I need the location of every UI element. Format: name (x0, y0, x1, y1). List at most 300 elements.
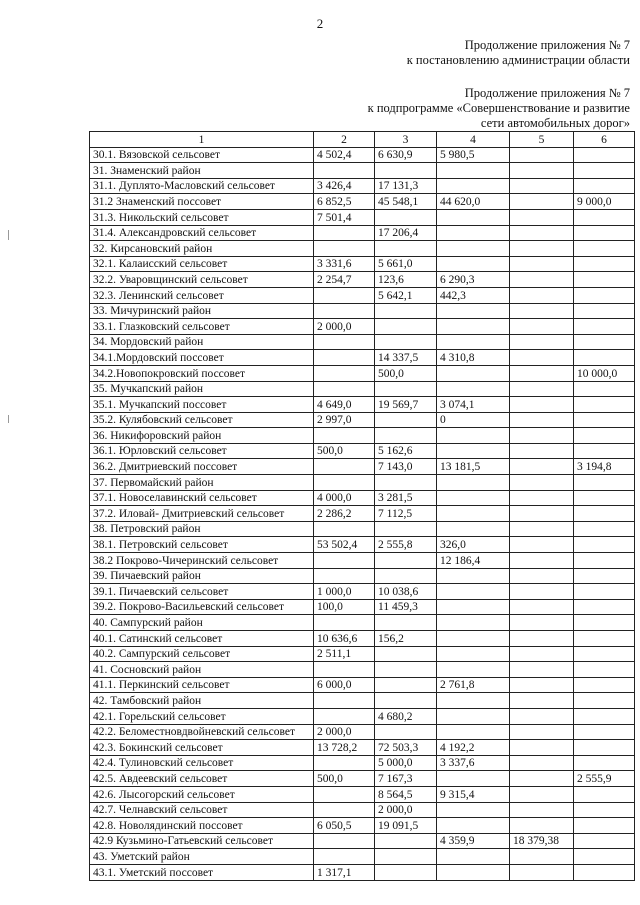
amount-cell (375, 849, 437, 865)
amount-cell: 17 131,3 (375, 178, 437, 194)
amount-cell (375, 833, 437, 849)
table-row (90, 786, 635, 802)
amount-cell: 2 555,8 (375, 537, 437, 553)
amount-cell (510, 397, 574, 413)
amount-cell (510, 350, 574, 366)
amount-cell (510, 178, 574, 194)
amount-cell (574, 631, 635, 647)
amount-cell (314, 475, 375, 491)
amount-cell (510, 272, 574, 288)
settlement-name-cell: 35.2. Кулябовский сельсовет (90, 412, 314, 428)
amount-cell: 3 331,6 (314, 256, 375, 272)
settlement-name-cell: 38.1. Петровский сельсовет (90, 537, 314, 553)
amount-cell (437, 662, 510, 678)
amount-cell: 4 192,2 (437, 740, 510, 756)
settlement-name-cell: 35. Мучкапский район (90, 381, 314, 397)
amount-cell (574, 506, 635, 522)
amount-cell (314, 334, 375, 350)
amount-cell: 0 (437, 412, 510, 428)
settlement-name-cell: 43.1. Уметский поссовет (90, 864, 314, 880)
amount-cell (510, 163, 574, 179)
amount-cell: 53 502,4 (314, 537, 375, 553)
amount-cell (510, 194, 574, 210)
amount-cell (574, 833, 635, 849)
table-row (90, 397, 635, 413)
amount-cell: 100,0 (314, 599, 375, 615)
amount-cell (574, 693, 635, 709)
amount-cell (574, 646, 635, 662)
settlement-name-cell: 42.1. Горельский сельсовет (90, 708, 314, 724)
column-header: 2 (314, 132, 375, 148)
amount-cell (574, 397, 635, 413)
amount-cell: 3 194,8 (574, 459, 635, 475)
table-row (90, 740, 635, 756)
amount-cell (375, 693, 437, 709)
amount-cell: 4 649,0 (314, 397, 375, 413)
amount-cell (510, 786, 574, 802)
settlement-name-cell: 39.2. Покрово-Васильевский сельсовет (90, 599, 314, 615)
amount-cell (574, 677, 635, 693)
table-row (90, 802, 635, 818)
settlement-name-cell: 42.9 Кузьмино-Гатьевский сельсовет (90, 833, 314, 849)
amount-cell (375, 662, 437, 678)
settlement-name-cell: 37.2. Иловай- Дмитриевский сельсовет (90, 506, 314, 522)
amount-cell (437, 381, 510, 397)
amount-cell (574, 740, 635, 756)
amount-cell (375, 428, 437, 444)
amount-cell (574, 319, 635, 335)
amount-cell (314, 428, 375, 444)
amount-cell (510, 724, 574, 740)
amount-cell (574, 864, 635, 880)
column-header: 1 (90, 132, 314, 148)
amount-cell (510, 599, 574, 615)
amount-cell (375, 334, 437, 350)
amount-cell (510, 662, 574, 678)
amount-cell (437, 490, 510, 506)
amount-cell: 4 359,9 (437, 833, 510, 849)
table-row (90, 209, 635, 225)
amount-cell (375, 412, 437, 428)
amount-cell (314, 568, 375, 584)
table-row (90, 553, 635, 569)
amount-cell: 13 181,5 (437, 459, 510, 475)
amount-cell (437, 241, 510, 257)
table-row (90, 755, 635, 771)
amount-cell (375, 241, 437, 257)
amount-cell (314, 521, 375, 537)
amount-cell (314, 350, 375, 366)
amount-cell (574, 568, 635, 584)
amount-cell (437, 708, 510, 724)
amount-cell (574, 802, 635, 818)
amount-cell (510, 740, 574, 756)
amount-cell: 9 315,4 (437, 786, 510, 802)
amount-cell (437, 631, 510, 647)
settlement-name-cell: 34. Мордовский район (90, 334, 314, 350)
table-row (90, 599, 635, 615)
table-row (90, 677, 635, 693)
table-row (90, 693, 635, 709)
settlement-name-cell: 42.7. Челнавский сельсовет (90, 802, 314, 818)
amount-cell: 45 548,1 (375, 194, 437, 210)
settlement-name-cell: 43. Уметский район (90, 849, 314, 865)
table-row (90, 428, 635, 444)
settlement-name-cell: 31.3. Никольский сельсовет (90, 209, 314, 225)
amount-cell: 123,6 (375, 272, 437, 288)
amount-cell (574, 334, 635, 350)
amount-cell (437, 615, 510, 631)
table-row (90, 662, 635, 678)
amount-cell (574, 147, 635, 163)
amount-cell (437, 256, 510, 272)
amount-cell: 13 728,2 (314, 740, 375, 756)
amount-cell: 2 000,0 (375, 802, 437, 818)
amount-cell: 3 426,4 (314, 178, 375, 194)
amount-cell (510, 818, 574, 834)
amount-cell (375, 724, 437, 740)
amount-cell (437, 864, 510, 880)
table-row (90, 287, 635, 303)
amount-cell (437, 646, 510, 662)
amount-cell: 1 317,1 (314, 864, 375, 880)
amount-cell: 2 555,9 (574, 771, 635, 787)
amount-cell (314, 849, 375, 865)
table-row (90, 350, 635, 366)
table-row (90, 163, 635, 179)
amount-cell: 6 050,5 (314, 818, 375, 834)
table-row (90, 256, 635, 272)
amount-cell (574, 225, 635, 241)
table-row (90, 833, 635, 849)
table-row (90, 537, 635, 553)
amount-cell: 10 000,0 (574, 365, 635, 381)
amount-cell: 72 503,3 (375, 740, 437, 756)
header-line: к подпрограмме «Совершенствование и развитие (367, 101, 630, 115)
amount-cell (437, 303, 510, 319)
amount-cell (437, 163, 510, 179)
amount-cell (510, 646, 574, 662)
funding-table-body (90, 132, 635, 881)
amount-cell (314, 553, 375, 569)
amount-cell (574, 475, 635, 491)
settlement-name-cell: 34.1.Мордовский поссовет (90, 350, 314, 366)
amount-cell (437, 693, 510, 709)
table-row (90, 490, 635, 506)
amount-cell: 5 980,5 (437, 147, 510, 163)
amount-cell: 5 000,0 (375, 755, 437, 771)
settlement-name-cell: 42.8. Новолядинский поссовет (90, 818, 314, 834)
amount-cell (574, 178, 635, 194)
amount-cell (510, 475, 574, 491)
settlement-name-cell: 42.4. Тулиновский сельсовет (90, 755, 314, 771)
amount-cell: 19 091,5 (375, 818, 437, 834)
amount-cell: 6 630,9 (375, 147, 437, 163)
amount-cell: 2 761,8 (437, 677, 510, 693)
settlement-name-cell: 40. Сампурский район (90, 615, 314, 631)
amount-cell (510, 708, 574, 724)
amount-cell: 8 564,5 (375, 786, 437, 802)
amount-cell (574, 584, 635, 600)
amount-cell (314, 381, 375, 397)
settlement-name-cell: 41.1. Перкинский сельсовет (90, 677, 314, 693)
amount-cell (314, 459, 375, 475)
amount-cell (574, 272, 635, 288)
amount-cell (574, 724, 635, 740)
amount-cell (437, 521, 510, 537)
amount-cell (574, 209, 635, 225)
amount-cell (437, 319, 510, 335)
amount-cell (510, 693, 574, 709)
amount-cell (510, 849, 574, 865)
settlement-name-cell: 33. Мичуринский район (90, 303, 314, 319)
amount-cell (437, 849, 510, 865)
column-header: 5 (510, 132, 574, 148)
table-row (90, 225, 635, 241)
amount-cell (437, 178, 510, 194)
table-row (90, 724, 635, 740)
amount-cell (574, 490, 635, 506)
amount-cell (574, 662, 635, 678)
amount-cell (314, 303, 375, 319)
amount-cell: 19 569,7 (375, 397, 437, 413)
settlement-name-cell: 33.1. Глазковский сельсовет (90, 319, 314, 335)
amount-cell (510, 209, 574, 225)
table-row (90, 771, 635, 787)
settlement-name-cell: 31.2 Знаменский поссовет (90, 194, 314, 210)
amount-cell (437, 209, 510, 225)
amount-cell (314, 708, 375, 724)
amount-cell (314, 662, 375, 678)
table-row (90, 241, 635, 257)
amount-cell: 12 186,4 (437, 553, 510, 569)
settlement-name-cell: 40.1. Сатинский сельсовет (90, 631, 314, 647)
amount-cell: 2 000,0 (314, 319, 375, 335)
amount-cell: 3 074,1 (437, 397, 510, 413)
amount-cell (375, 319, 437, 335)
amount-cell (375, 615, 437, 631)
amount-cell: 500,0 (314, 771, 375, 787)
amount-cell (510, 225, 574, 241)
amount-cell (574, 521, 635, 537)
table-row (90, 412, 635, 428)
amount-cell (437, 584, 510, 600)
table-row (90, 506, 635, 522)
amount-cell (314, 225, 375, 241)
settlement-name-cell: 34.2.Новопокровский поссовет (90, 365, 314, 381)
amount-cell (574, 553, 635, 569)
amount-cell (574, 287, 635, 303)
amount-cell (510, 537, 574, 553)
amount-cell (510, 864, 574, 880)
column-header: 4 (437, 132, 510, 148)
amount-cell: 4 502,4 (314, 147, 375, 163)
amount-cell: 5 642,1 (375, 287, 437, 303)
settlement-name-cell: 42.5. Авдеевский сельсовет (90, 771, 314, 787)
amount-cell (437, 365, 510, 381)
table-row (90, 272, 635, 288)
amount-cell (437, 225, 510, 241)
table-row (90, 849, 635, 865)
amount-cell: 5 162,6 (375, 443, 437, 459)
amount-cell: 7 112,5 (375, 506, 437, 522)
settlement-name-cell: 31.4. Александровский сельсовет (90, 225, 314, 241)
amount-cell (574, 849, 635, 865)
amount-cell (375, 864, 437, 880)
table-row (90, 178, 635, 194)
amount-cell (375, 521, 437, 537)
amount-cell (510, 521, 574, 537)
amount-cell: 6 290,3 (437, 272, 510, 288)
amount-cell (510, 147, 574, 163)
amount-cell (574, 428, 635, 444)
amount-cell (510, 506, 574, 522)
amount-cell (314, 802, 375, 818)
appendix-header-subprogram (368, 86, 630, 131)
amount-cell (314, 615, 375, 631)
header-line: к постановлению администрации области (406, 53, 630, 67)
amount-cell: 17 206,4 (375, 225, 437, 241)
settlement-name-cell: 38. Петровский район (90, 521, 314, 537)
amount-cell: 2 997,0 (314, 412, 375, 428)
amount-cell (574, 256, 635, 272)
table-row (90, 568, 635, 584)
settlement-name-cell: 32.1. Калаисский сельсовет (90, 256, 314, 272)
amount-cell (574, 755, 635, 771)
page-number: 2 (316, 16, 324, 31)
amount-cell (574, 350, 635, 366)
amount-cell (375, 475, 437, 491)
header-line: Продолжение приложения № 7 (464, 86, 630, 100)
table-row (90, 584, 635, 600)
amount-cell (314, 755, 375, 771)
settlement-name-cell: 36. Никифоровский район (90, 428, 314, 444)
amount-cell (510, 334, 574, 350)
header-line: Продолжение приложения № 7 (464, 38, 630, 52)
table-row (90, 334, 635, 350)
amount-cell (437, 724, 510, 740)
settlement-name-cell: 42.2. Беломестновдвойневский сельсовет (90, 724, 314, 740)
table-header-row (90, 132, 635, 148)
amount-cell: 44 620,0 (437, 194, 510, 210)
header-line: сети автомобильных дорог» (480, 116, 630, 130)
amount-cell (510, 631, 574, 647)
amount-cell: 11 459,3 (375, 599, 437, 615)
table-row (90, 443, 635, 459)
amount-cell (574, 599, 635, 615)
settlement-name-cell: 39. Пичаевский район (90, 568, 314, 584)
amount-cell (510, 553, 574, 569)
amount-cell (314, 163, 375, 179)
settlement-name-cell: 40.2. Сампурский сельсовет (90, 646, 314, 662)
amount-cell (510, 459, 574, 475)
amount-cell: 326,0 (437, 537, 510, 553)
table-row (90, 646, 635, 662)
amount-cell (375, 381, 437, 397)
table-row (90, 365, 635, 381)
amount-cell (510, 802, 574, 818)
amount-cell: 6 000,0 (314, 677, 375, 693)
amount-cell: 156,2 (375, 631, 437, 647)
amount-cell (314, 365, 375, 381)
amount-cell: 2 511,1 (314, 646, 375, 662)
amount-cell (375, 553, 437, 569)
settlement-name-cell: 42.6. Лысогорский сельсовет (90, 786, 314, 802)
table-row (90, 147, 635, 163)
amount-cell (510, 584, 574, 600)
amount-cell: 442,3 (437, 287, 510, 303)
settlement-name-cell: 36.1. Юрловский сельсовет (90, 443, 314, 459)
margin-mark (8, 230, 9, 240)
amount-cell (574, 708, 635, 724)
amount-cell (510, 303, 574, 319)
amount-cell (510, 568, 574, 584)
amount-cell (314, 833, 375, 849)
amount-cell (510, 677, 574, 693)
table-row (90, 818, 635, 834)
table-row (90, 631, 635, 647)
amount-cell (437, 599, 510, 615)
amount-cell: 14 337,5 (375, 350, 437, 366)
amount-cell (510, 287, 574, 303)
table-row (90, 319, 635, 335)
amount-cell (437, 334, 510, 350)
amount-cell (510, 490, 574, 506)
amount-cell (574, 443, 635, 459)
amount-cell (314, 287, 375, 303)
settlement-name-cell: 30.1. Вязовской сельсовет (90, 147, 314, 163)
amount-cell (375, 568, 437, 584)
amount-cell: 4 000,0 (314, 490, 375, 506)
amount-cell (510, 381, 574, 397)
amount-cell (437, 428, 510, 444)
amount-cell (510, 412, 574, 428)
amount-cell (437, 506, 510, 522)
amount-cell: 6 852,5 (314, 194, 375, 210)
amount-cell (574, 303, 635, 319)
settlement-name-cell: 32.2. Уваровщинский сельсовет (90, 272, 314, 288)
settlement-name-cell: 31.1. Дуплято-Масловский сельсовет (90, 178, 314, 194)
amount-cell (375, 303, 437, 319)
amount-cell: 9 000,0 (574, 194, 635, 210)
table-row (90, 381, 635, 397)
amount-cell (574, 241, 635, 257)
amount-cell (314, 241, 375, 257)
amount-cell: 10 636,6 (314, 631, 375, 647)
settlement-name-cell: 32. Кирсановский район (90, 241, 314, 257)
settlement-name-cell: 32.3. Ленинский сельсовет (90, 287, 314, 303)
amount-cell: 2 000,0 (314, 724, 375, 740)
amount-cell: 10 038,6 (375, 584, 437, 600)
amount-cell (510, 365, 574, 381)
amount-cell: 2 286,2 (314, 506, 375, 522)
amount-cell (574, 537, 635, 553)
table-row (90, 475, 635, 491)
settlement-name-cell: 31. Знаменский район (90, 163, 314, 179)
settlement-name-cell: 39.1. Пичаевский сельсовет (90, 584, 314, 600)
amount-cell (375, 163, 437, 179)
amount-cell (314, 693, 375, 709)
amount-cell: 4 310,8 (437, 350, 510, 366)
settlement-name-cell: 36.2. Дмитриевский поссовет (90, 459, 314, 475)
amount-cell: 4 680,2 (375, 708, 437, 724)
amount-cell (510, 771, 574, 787)
amount-cell (510, 615, 574, 631)
amount-cell: 500,0 (375, 365, 437, 381)
amount-cell (510, 443, 574, 459)
settlement-name-cell: 41. Сосновский район (90, 662, 314, 678)
amount-cell (437, 818, 510, 834)
